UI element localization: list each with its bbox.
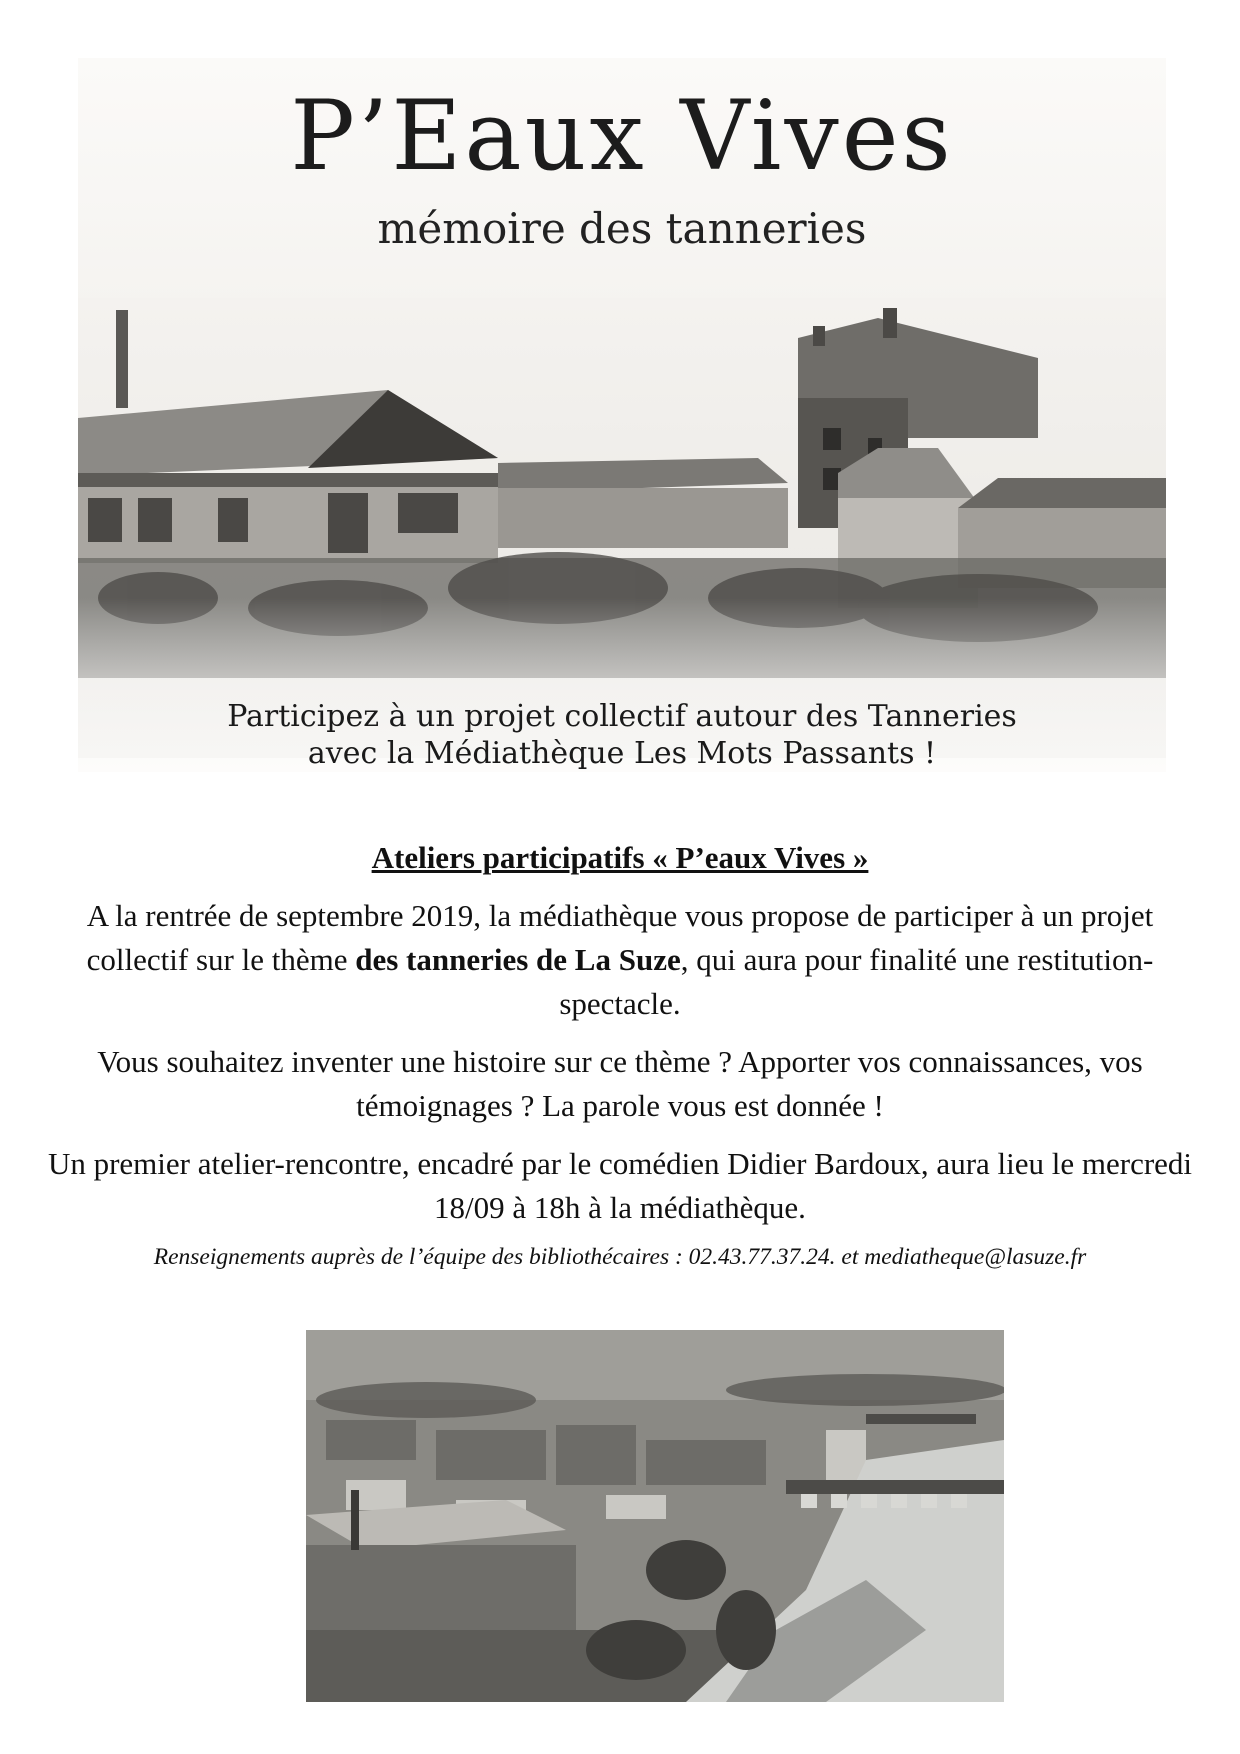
aerial-town-river-photo	[306, 1330, 1004, 1702]
page-subtitle: mémoire des tanneries	[377, 204, 867, 253]
intro-text-2: , qui aura pour finalité une restitution-spectacle.	[559, 942, 1154, 1021]
main-content	[40, 840, 1200, 1271]
header-banner	[78, 58, 1166, 772]
intro-paragraph	[40, 894, 1200, 1026]
banner-caption-line-2: avec la Médiathèque Les Mots Passants !	[307, 736, 937, 771]
intro-text-1: A la rentrée de septembre 2019, la médiathèque vous propose de participer à un projet collectif sur le thème	[86, 898, 1154, 977]
banner-caption-line-1: Participez à un projet collectif autour des Tanneries	[227, 699, 1017, 734]
highlight-tanneries: des tanneries de La Suze	[355, 942, 681, 977]
banner-caption	[78, 698, 1166, 772]
section-heading: Ateliers participatifs « P’eaux Vives »	[371, 840, 869, 875]
tannery-buildings-photo	[78, 298, 1166, 758]
contact-info: Renseignements auprès de l’équipe des bibliothécaires : 02.43.77.37.24. et mediatheque@lasuze.fr	[153, 1244, 1087, 1270]
page-title: P’Eaux Vives	[290, 80, 954, 192]
event-paragraph: Un premier atelier-rencontre, encadré par le comédien Didier Bardoux, aura lieu le mercredi 18/09 à 18h à la médiathèque.	[47, 1146, 1193, 1225]
invite-paragraph: Vous souhaitez inventer une histoire sur ce thème ? Apporter vos connaissances, vos témoignages ? La parole vous est donnée !	[97, 1044, 1143, 1123]
